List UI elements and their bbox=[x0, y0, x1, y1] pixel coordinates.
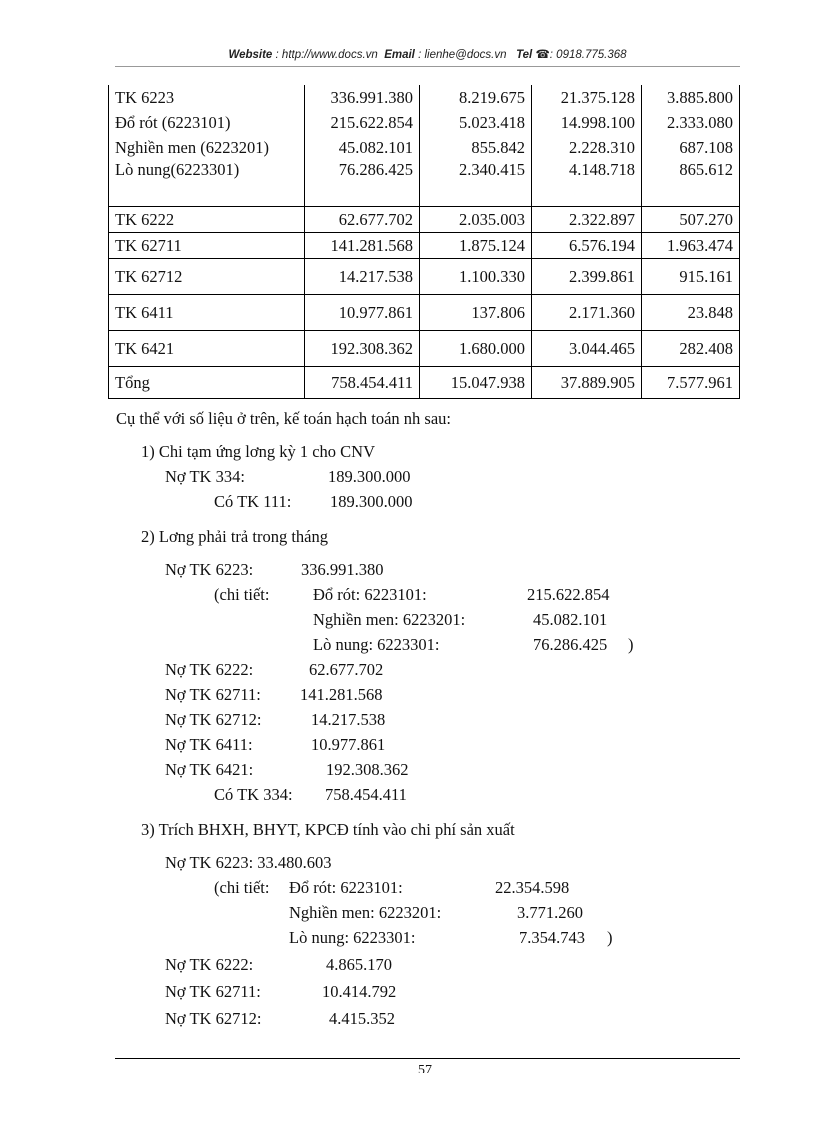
s2-lonung-value: 76.286.425 bbox=[533, 635, 608, 654]
salary-table-body bbox=[109, 85, 740, 399]
cell-v2: 855.842 bbox=[420, 135, 532, 160]
cell-v2: 2.340.415 bbox=[420, 160, 532, 207]
tel-value: : 0918.775.368 bbox=[549, 49, 627, 61]
cell-v2: 8.219.675 bbox=[420, 85, 532, 110]
s2-close-paren: ) bbox=[628, 635, 634, 654]
s3-nghien-value: 3.771.260 bbox=[517, 903, 583, 922]
s3-close-paren: ) bbox=[607, 928, 613, 947]
s2-no6411-value: 10.977.861 bbox=[311, 735, 386, 754]
cell-v1: 62.677.702 bbox=[305, 207, 420, 233]
cell-v2: 137.806 bbox=[420, 295, 532, 331]
cell-v3: 4.148.718 bbox=[532, 160, 642, 207]
s3-lonung-value: 7.354.743 bbox=[519, 928, 585, 947]
s2-no6421-value: 192.308.362 bbox=[326, 760, 409, 779]
table-row bbox=[109, 110, 740, 135]
s1-co-value: 189.300.000 bbox=[330, 492, 413, 511]
table-row bbox=[109, 160, 740, 207]
row-label: TK 6421 bbox=[109, 331, 305, 367]
page-header bbox=[115, 47, 740, 61]
s3-lonung-label: Lò nung: 6223301: bbox=[289, 928, 416, 947]
cell-v4: 282.408 bbox=[642, 331, 740, 367]
cell-v3: 3.044.465 bbox=[532, 331, 642, 367]
s3-dorot-value: 22.354.598 bbox=[495, 878, 570, 897]
table-row bbox=[109, 331, 740, 367]
tel-label: Tel bbox=[516, 49, 533, 61]
s3-no6223: Nợ TK 6223: 33.480.603 bbox=[165, 853, 332, 872]
section-3-title: 3) Trích BHXH, BHYT, KPCĐ tính vào chi phí sản xuất bbox=[141, 820, 515, 839]
cell-v1: 76.286.425 bbox=[305, 160, 420, 207]
cell-v2: 15.047.938 bbox=[420, 367, 532, 399]
website-label: Website bbox=[228, 49, 273, 61]
s3-chitiet: (chi tiết: bbox=[214, 878, 270, 897]
cell-v1: 10.977.861 bbox=[305, 295, 420, 331]
s1-co-label: Có TK 111: bbox=[214, 492, 292, 511]
table-row bbox=[109, 295, 740, 331]
s2-chitiet: (chi tiết: bbox=[214, 585, 270, 604]
s2-no62711-label: Nợ TK 62711: bbox=[165, 685, 261, 704]
table-row bbox=[109, 233, 740, 259]
footer-divider bbox=[115, 1058, 740, 1059]
s2-no6223-value: 336.991.380 bbox=[301, 560, 384, 579]
row-label: Lò nung(6223301) bbox=[109, 160, 305, 207]
row-label: TK 62711 bbox=[109, 233, 305, 259]
cell-v1: 14.217.538 bbox=[305, 259, 420, 295]
row-label: Đổ rót (6223101) bbox=[109, 110, 305, 135]
s2-no62712-value: 14.217.538 bbox=[311, 710, 386, 729]
s2-no6421-label: Nợ TK 6421: bbox=[165, 760, 254, 779]
cell-v3: 6.576.194 bbox=[532, 233, 642, 259]
s2-dorot-label: Đổ rót: 6223101: bbox=[313, 585, 427, 604]
s2-no6222-label: Nợ TK 6222: bbox=[165, 660, 254, 679]
s2-nghien-label: Nghiền men: 6223201: bbox=[313, 610, 466, 629]
cell-v4: 2.333.080 bbox=[642, 110, 740, 135]
cell-v1: 336.991.380 bbox=[305, 85, 420, 110]
email-value: : lienhe@docs.vn bbox=[418, 49, 507, 61]
table-row bbox=[109, 259, 740, 295]
s2-lonung-label: Lò nung: 6223301: bbox=[313, 635, 440, 654]
row-label: Nghiền men (6223201) bbox=[109, 135, 305, 160]
cell-v1: 45.082.101 bbox=[305, 135, 420, 160]
cell-v3: 2.322.897 bbox=[532, 207, 642, 233]
s3-nghien-label: Nghiền men: 6223201: bbox=[289, 903, 442, 922]
cell-v4: 1.963.474 bbox=[642, 233, 740, 259]
cell-v1: 192.308.362 bbox=[305, 331, 420, 367]
table-row bbox=[109, 367, 740, 399]
cell-v4: 23.848 bbox=[642, 295, 740, 331]
s2-no62712-label: Nợ TK 62712: bbox=[165, 710, 262, 729]
cell-v4: 7.577.961 bbox=[642, 367, 740, 399]
s2-no6223-label: Nợ TK 6223: bbox=[165, 560, 254, 579]
cell-v3: 2.228.310 bbox=[532, 135, 642, 160]
s2-co334-value: 758.454.411 bbox=[325, 785, 407, 804]
cell-v3: 2.399.861 bbox=[532, 259, 642, 295]
s3-no62711-label: Nợ TK 62711: bbox=[165, 982, 261, 1001]
s3-no62712-label: Nợ TK 62712: bbox=[165, 1009, 262, 1028]
s2-dorot-value: 215.622.854 bbox=[527, 585, 610, 604]
s2-co334-label: Có TK 334: bbox=[214, 785, 293, 804]
cell-v4: 915.161 bbox=[642, 259, 740, 295]
cell-v4: 865.612 bbox=[642, 160, 740, 207]
s3-no62712-value: 4.415.352 bbox=[329, 1009, 395, 1028]
s3-dorot-label: Đổ rót: 6223101: bbox=[289, 878, 403, 897]
s1-no-value: 189.300.000 bbox=[328, 467, 411, 486]
s1-no-label: Nợ TK 334: bbox=[165, 467, 245, 486]
cell-v1: 215.622.854 bbox=[305, 110, 420, 135]
cell-v2: 2.035.003 bbox=[420, 207, 532, 233]
cell-v3: 37.889.905 bbox=[532, 367, 642, 399]
cell-v3: 2.171.360 bbox=[532, 295, 642, 331]
cell-v2: 5.023.418 bbox=[420, 110, 532, 135]
s3-no62711-value: 10.414.792 bbox=[322, 982, 397, 1001]
table-row bbox=[109, 135, 740, 160]
s2-no6411-label: Nợ TK 6411: bbox=[165, 735, 253, 754]
row-label: TK 6411 bbox=[109, 295, 305, 331]
table-row bbox=[109, 85, 740, 110]
header-divider bbox=[115, 66, 740, 67]
website-value: : http://www.docs.vn bbox=[275, 49, 378, 61]
s2-no6222-value: 62.677.702 bbox=[309, 660, 384, 679]
s3-no6222-value: 4.865.170 bbox=[326, 955, 392, 974]
row-label: TK 62712 bbox=[109, 259, 305, 295]
cell-v4: 507.270 bbox=[642, 207, 740, 233]
cell-v2: 1.875.124 bbox=[420, 233, 532, 259]
email-label: Email bbox=[384, 49, 415, 61]
row-label: TK 6223 bbox=[109, 85, 305, 110]
cell-v1: 758.454.411 bbox=[305, 367, 420, 399]
row-label: Tổng bbox=[109, 367, 305, 399]
row-label: TK 6222 bbox=[109, 207, 305, 233]
page-number: 57 bbox=[418, 1063, 432, 1073]
phone-icon: ☎ bbox=[535, 49, 550, 61]
s3-no6222-label: Nợ TK 6222: bbox=[165, 955, 254, 974]
cell-v4: 687.108 bbox=[642, 135, 740, 160]
section-1-title: 1) Chi tạm ứng lơng kỳ 1 cho CNV bbox=[141, 442, 375, 461]
s2-nghien-value: 45.082.101 bbox=[533, 610, 608, 629]
s2-no62711-value: 141.281.568 bbox=[300, 685, 383, 704]
section-2-title: 2) Lơng phải trả trong tháng bbox=[141, 527, 328, 546]
cell-v3: 21.375.128 bbox=[532, 85, 642, 110]
table-row bbox=[109, 207, 740, 233]
cell-v1: 141.281.568 bbox=[305, 233, 420, 259]
cell-v4: 3.885.800 bbox=[642, 85, 740, 110]
cell-v2: 1.680.000 bbox=[420, 331, 532, 367]
intro-text: Cụ thể với số liệu ở trên, kế toán hạch toán nh sau: bbox=[116, 409, 452, 428]
salary-table bbox=[108, 85, 740, 399]
cell-v3: 14.998.100 bbox=[532, 110, 642, 135]
cell-v2: 1.100.330 bbox=[420, 259, 532, 295]
